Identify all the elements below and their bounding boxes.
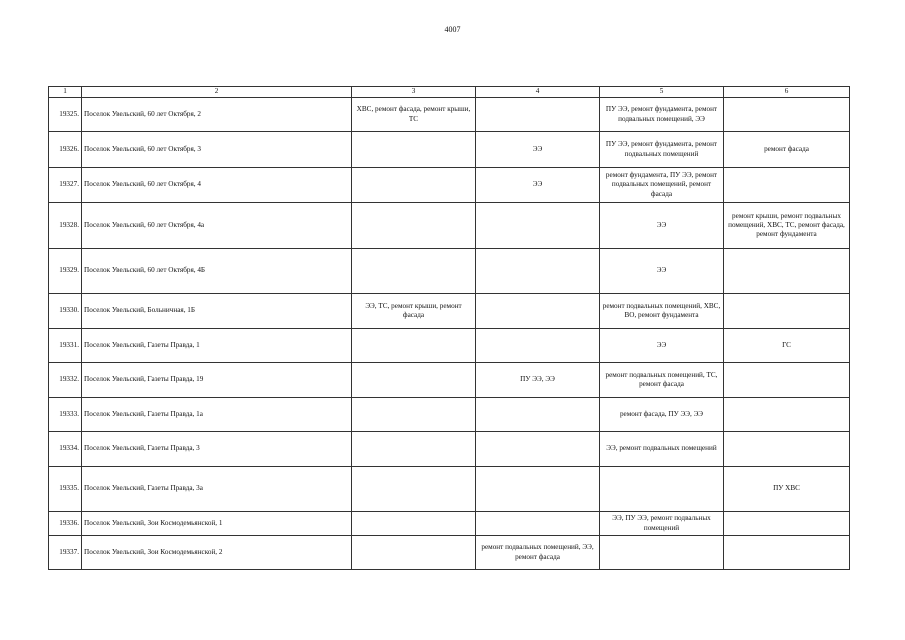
address-cell: Поселок Увельский, 60 лет Октября, 4а xyxy=(82,203,352,249)
column-header: 3 xyxy=(352,87,476,98)
col4-cell xyxy=(476,467,600,512)
address-cell: Поселок Увельский, Газеты Правда, 1а xyxy=(82,398,352,432)
col3-cell xyxy=(352,467,476,512)
col5-cell: ремонт подвальных помещений, ХВС, ВО, ремонт фундамента xyxy=(600,294,724,329)
row-number: 19325. xyxy=(49,98,82,132)
table-row xyxy=(49,294,850,329)
address-cell: Поселок Увельский, 60 лет Октября, 4 xyxy=(82,168,352,203)
col4-cell: ПУ ЭЭ, ЭЭ xyxy=(476,363,600,398)
table-row xyxy=(49,432,850,467)
col3-cell xyxy=(352,329,476,363)
page-number: 4007 xyxy=(444,25,461,34)
col3-cell: ХВС, ремонт фасада, ремонт крыши, ТС xyxy=(352,98,476,132)
row-number: 19336. xyxy=(49,512,82,536)
col4-cell: ЭЭ xyxy=(476,132,600,168)
col3-cell xyxy=(352,132,476,168)
col5-cell: ЭЭ, ПУ ЭЭ, ремонт подвальных помещений xyxy=(600,512,724,536)
column-header: 2 xyxy=(82,87,352,98)
col4-cell xyxy=(476,432,600,467)
row-number: 19327. xyxy=(49,168,82,203)
col3-cell: ЭЭ, ТС, ремонт крыши, ремонт фасада xyxy=(352,294,476,329)
table-row xyxy=(49,329,850,363)
row-number: 19330. xyxy=(49,294,82,329)
col5-cell: ЭЭ, ремонт подвальных помещений xyxy=(600,432,724,467)
table-row xyxy=(49,398,850,432)
col3-cell xyxy=(352,249,476,294)
row-number: 19335. xyxy=(49,467,82,512)
table-row xyxy=(49,249,850,294)
address-cell: Поселок Увельский, Газеты Правда, 1 xyxy=(82,329,352,363)
address-cell: Поселок Увельский, Газеты Правда, 3 xyxy=(82,432,352,467)
column-header: 6 xyxy=(724,87,850,98)
col4-cell: ремонт подвальных помещений, ЭЭ, ремонт фасада xyxy=(476,536,600,570)
col5-cell xyxy=(600,467,724,512)
col6-cell xyxy=(724,512,850,536)
column-header: 5 xyxy=(600,87,724,98)
address-cell: Поселок Увельский, Больничная, 1Б xyxy=(82,294,352,329)
col6-cell xyxy=(724,249,850,294)
address-cell: Поселок Увельский, Зои Космодемьянской, 1 xyxy=(82,512,352,536)
row-number: 19334. xyxy=(49,432,82,467)
col3-cell xyxy=(352,432,476,467)
col3-cell xyxy=(352,363,476,398)
col4-cell xyxy=(476,294,600,329)
col6-cell xyxy=(724,168,850,203)
col6-cell xyxy=(724,398,850,432)
table-row xyxy=(49,203,850,249)
col5-cell: ремонт фасада, ПУ ЭЭ, ЭЭ xyxy=(600,398,724,432)
column-header: 1 xyxy=(49,87,82,98)
row-number: 19332. xyxy=(49,363,82,398)
header-row xyxy=(49,87,850,98)
address-cell: Поселок Увельский, Газеты Правда, 3а xyxy=(82,467,352,512)
col4-cell: ЭЭ xyxy=(476,168,600,203)
col5-cell: ЭЭ xyxy=(600,329,724,363)
col6-cell: ремонт фасада xyxy=(724,132,850,168)
row-number: 19328. xyxy=(49,203,82,249)
col5-cell: ремонт подвальных помещений, ТС, ремонт фасада xyxy=(600,363,724,398)
row-number: 19337. xyxy=(49,536,82,570)
col4-cell xyxy=(476,98,600,132)
col6-cell: ПУ ХВС xyxy=(724,467,850,512)
col6-cell xyxy=(724,432,850,467)
col6-cell xyxy=(724,98,850,132)
table-row xyxy=(49,98,850,132)
table-row xyxy=(49,363,850,398)
address-cell: Поселок Увельский, Зои Космодемьянской, 2 xyxy=(82,536,352,570)
col3-cell xyxy=(352,168,476,203)
address-cell: Поселок Увельский, 60 лет Октября, 4Б xyxy=(82,249,352,294)
table-row xyxy=(49,168,850,203)
table-row xyxy=(49,467,850,512)
table-row xyxy=(49,132,850,168)
col5-cell: ЭЭ xyxy=(600,203,724,249)
col4-cell xyxy=(476,249,600,294)
repair-table xyxy=(48,86,850,570)
col6-cell xyxy=(724,363,850,398)
col5-cell: ЭЭ xyxy=(600,249,724,294)
col3-cell xyxy=(352,203,476,249)
table-row xyxy=(49,536,850,570)
col5-cell: ПУ ЭЭ, ремонт фундамента, ремонт подвальных помещений, ЭЭ xyxy=(600,98,724,132)
row-number: 19329. xyxy=(49,249,82,294)
col4-cell xyxy=(476,203,600,249)
col3-cell xyxy=(352,398,476,432)
address-cell: Поселок Увельский, 60 лет Октября, 3 xyxy=(82,132,352,168)
row-number: 19326. xyxy=(49,132,82,168)
row-number: 19331. xyxy=(49,329,82,363)
col4-cell xyxy=(476,512,600,536)
col4-cell xyxy=(476,398,600,432)
column-header: 4 xyxy=(476,87,600,98)
address-cell: Поселок Увельский, Газеты Правда, 19 xyxy=(82,363,352,398)
col5-cell xyxy=(600,536,724,570)
col5-cell: ПУ ЭЭ, ремонт фундамента, ремонт подвальных помещений xyxy=(600,132,724,168)
col4-cell xyxy=(476,329,600,363)
col6-cell: ремонт крыши, ремонт подвальных помещений, ХВС, ТС, ремонт фасада, ремонт фундамента xyxy=(724,203,850,249)
address-cell: Поселок Увельский, 60 лет Октября, 2 xyxy=(82,98,352,132)
col5-cell: ремонт фундамента, ПУ ЭЭ, ремонт подвальных помещений, ремонт фасада xyxy=(600,168,724,203)
row-number: 19333. xyxy=(49,398,82,432)
col3-cell xyxy=(352,512,476,536)
col6-cell: ГС xyxy=(724,329,850,363)
col6-cell xyxy=(724,536,850,570)
table-row xyxy=(49,512,850,536)
col6-cell xyxy=(724,294,850,329)
col3-cell xyxy=(352,536,476,570)
